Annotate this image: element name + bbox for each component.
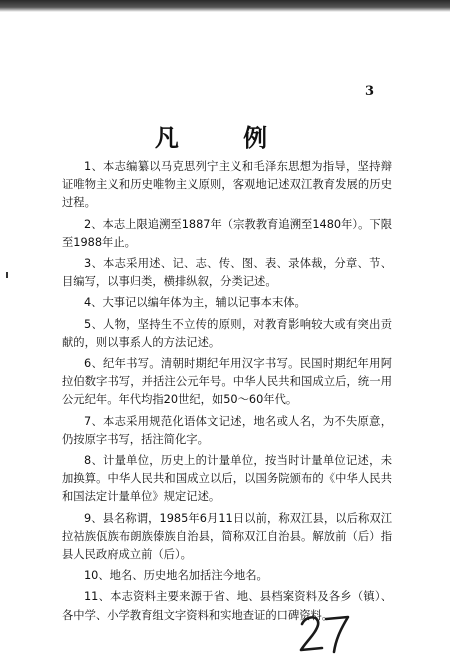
- note-item: 9、县名称谓，1985年6月11日以前，称双江县，以后称双江拉祜族佤族布朗族傣族自治县，简称双江自治县。解放前（后）指县人民政府成立前（后）。: [62, 511, 392, 562]
- scan-border: [0, 0, 450, 12]
- note-item: 7、本志采用规范化语体文记述，地名或人名，为不失原意，仍按原字书写，括注简化字。: [62, 414, 392, 446]
- note-item: 11、本志资料主要来源于省、地、县档案资料及各乡（镇）、各中学、小学教育组文字资料和实地查证的口碑资料。: [62, 590, 392, 622]
- note-item: 2、本志上限追溯至1887年（宗教教育追溯至1480年）。下限至1988年止。: [62, 217, 392, 249]
- page-title: 凡 例: [154, 124, 296, 152]
- note-item: 10、地名、历史地名加括注今地名。: [84, 569, 268, 583]
- note-item: 3、本志采用述、记、志、传、图、表、录体裁，分章、节、目编写，以事归类，横排纵叙，分类记述。: [62, 257, 392, 289]
- note-item: 5、人物，坚持生不立传的原则，对教育影响较大或有突出贡献的，则以事系人的方法记述。: [62, 317, 392, 349]
- note-item: 8、计量单位，历史上的计量单位，按当时计量单位记述，未加换算。中华人民共和国成立以后，以国务院颁布的《中华人民共和国法定计量单位》规定记述。: [62, 454, 392, 504]
- scan-mark: [6, 272, 8, 278]
- note-item: 4、大事记以编年体为主，辅以记事本末体。: [84, 296, 306, 310]
- note-item: 6、纪年书写。清朝时期纪年用汉字书写。民国时期纪年用阿拉伯数字书写，并括注公元年号。中华人民共和国成立后，统一用公元纪年。年代均指20世纪，如50～60年代。: [62, 357, 392, 407]
- handwritten-page-number: [298, 612, 352, 654]
- page-number: 3: [365, 84, 375, 99]
- note-item: 1、本志编纂以马克思列宁主义和毛泽东思想为指导，坚持辩证唯物主义和历史唯物主义原则，客观地记述双江教育发展的历史过程。: [62, 160, 392, 210]
- notes-body: [62, 158, 392, 628]
